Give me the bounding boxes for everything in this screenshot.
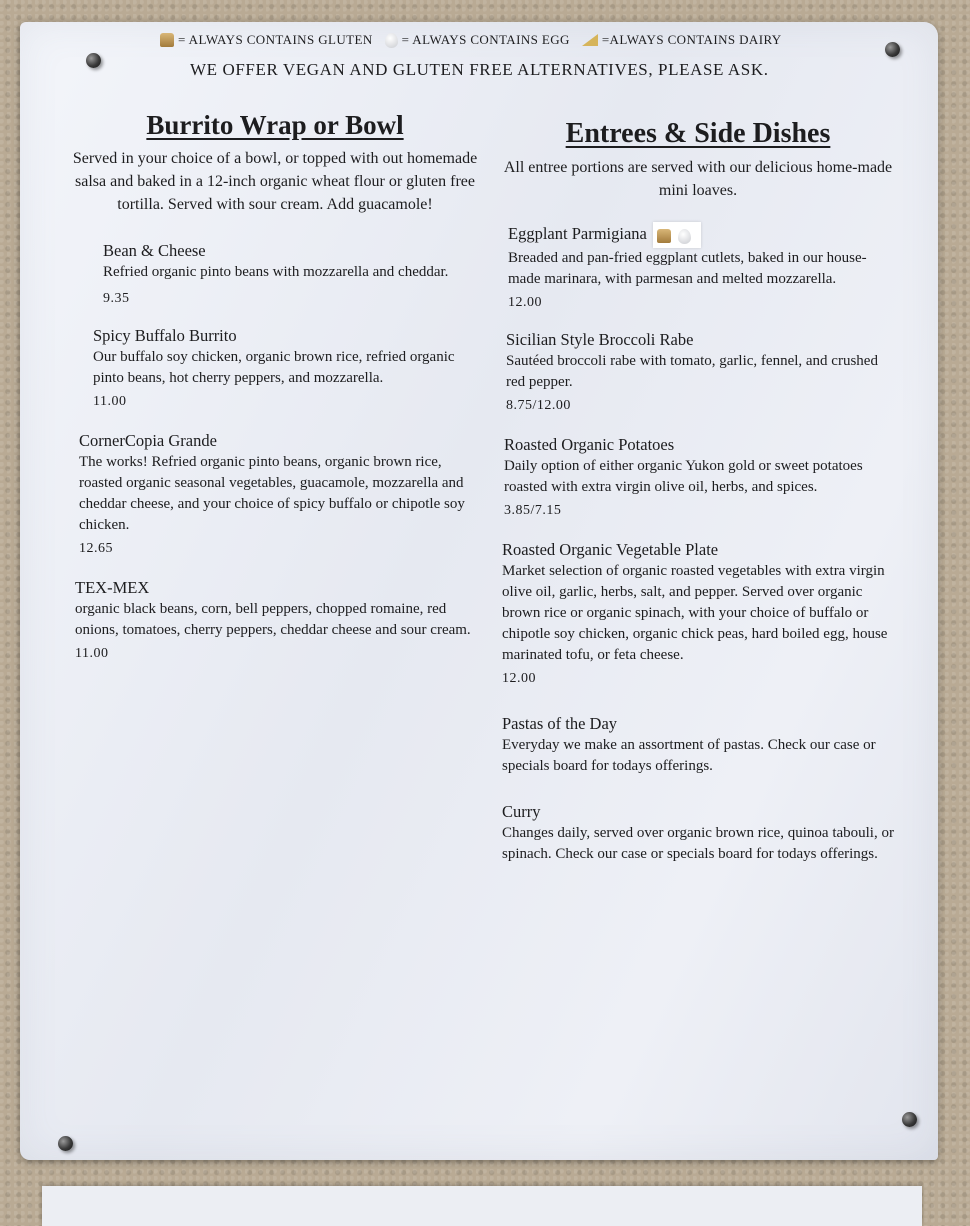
cheese-icon [582, 34, 598, 46]
item-price: 11.00 [93, 394, 127, 409]
menu-item [79, 430, 480, 559]
pushpin-top-left [86, 53, 101, 68]
item-name: Curry [502, 802, 541, 821]
item-name: Pastas of the Day [502, 714, 618, 733]
egg-icon [678, 229, 691, 244]
item-price: 12.65 [79, 541, 113, 556]
item-description: Everyday we make an assortment of pastas. Check our case or specials board for todays offerings. [502, 737, 876, 774]
item-name: Roasted Organic Potatoes [504, 435, 675, 454]
section-intro: All entree portions are served with our delicious home-made mini loaves. [503, 159, 893, 199]
item-description: Refried organic pinto beans with mozzarella and cheddar. [103, 264, 449, 280]
item-price: 12.00 [502, 671, 536, 686]
menu-item [508, 222, 898, 313]
bread-icon [160, 33, 174, 47]
item-name-row [508, 222, 898, 248]
section-title: Entrees & Side Dishes [565, 118, 831, 149]
item-name: TEX-MEX [75, 578, 150, 597]
item-name: Sicilian Style Broccoli Rabe [506, 330, 694, 349]
item-price: 12.00 [508, 295, 542, 310]
item-description: Market selection of organic roasted vegetables with extra virgin olive oil, garlic, herbs, salt, and pepper. Served over organic brown rice or organic spinach, with your choice of buffalo or chipotle soy chicken, organic chick peas, hard boiled egg, house marinated tofu, or feta cheese. [502, 563, 888, 663]
item-name: Spicy Buffalo Burrito [93, 326, 237, 345]
item-description: Breaded and pan-fried eggplant cutlets, baked in our house-made marinara, with parmesan and melted mozzarella. [508, 250, 867, 287]
item-name: CornerCopia Grande [79, 431, 217, 450]
menu-item [502, 539, 898, 689]
menu-item [504, 434, 898, 521]
item-name: Roasted Organic Vegetable Plate [502, 540, 719, 559]
bread-icon [657, 229, 671, 243]
section-intro: Served in your choice of a bowl, or topped with out homemade salsa and baked in a 12-inch organic wheat flour or gluten free tortilla. Served with sour cream. Add guacamole! [72, 150, 478, 213]
menu-item [502, 713, 898, 777]
item-description: Our buffalo soy chicken, organic brown rice, refried organic pinto beans, hot cherry peppers, and mozzarella. [93, 349, 455, 386]
item-price: 3.85/7.15 [504, 503, 562, 518]
burrito-section [70, 110, 480, 664]
legend-gluten-text: = ALWAYS CONTAINS GLUTEN [178, 32, 373, 47]
item-price: 9.35 [103, 291, 130, 306]
legend-egg-text: = ALWAYS CONTAINS EGG [401, 32, 570, 47]
item-name: Eggplant Parmigiana [508, 223, 647, 243]
item-name: Bean & Cheese [103, 241, 206, 260]
item-description: Sautéed broccoli rabe with tomato, garlic, fennel, and crushed red pepper. [506, 353, 878, 390]
allergen-legend [160, 32, 840, 48]
pushpin-bottom-right [902, 1112, 917, 1127]
item-description: Daily option of either organic Yukon gold or sweet potatoes roasted with extra virgin olive oil, herbs, and spices. [504, 458, 863, 495]
allergen-tags [653, 222, 701, 248]
section-title: Burrito Wrap or Bowl [146, 110, 404, 140]
item-price: 11.00 [75, 646, 109, 661]
item-price: 8.75/12.00 [506, 398, 571, 413]
legend-dairy-text: =ALWAYS CONTAINS DAIRY [601, 32, 782, 47]
menu-item [502, 801, 898, 865]
item-description: Changes daily, served over organic brown rice, quinoa tabouli, or spinach. Check our case or specials board for todays offerings. [502, 825, 894, 862]
entrees-section [498, 118, 898, 865]
menu-item [103, 240, 480, 309]
egg-icon [385, 33, 398, 48]
pushpin-top-right [885, 42, 900, 57]
menu-item [75, 577, 480, 664]
item-description: organic black beans, corn, bell peppers, chopped romaine, red onions, tomatoes, cherry peppers, cheddar cheese and sour cream. [75, 601, 471, 638]
item-description: The works! Refried organic pinto beans, organic brown rice, roasted organic seasonal vegetables, guacamole, mozzarella and cheddar cheese, and your choice of spicy buffalo or chipotle soy chicken. [79, 454, 465, 533]
pushpin-bottom-left [58, 1136, 73, 1151]
menu-item [506, 329, 898, 416]
lower-menu-sheet-edge [42, 1186, 922, 1226]
alternatives-notice: WE OFFER VEGAN AND GLUTEN FREE ALTERNATIVES, PLEASE ASK. [190, 60, 769, 79]
menu-item [93, 325, 480, 412]
